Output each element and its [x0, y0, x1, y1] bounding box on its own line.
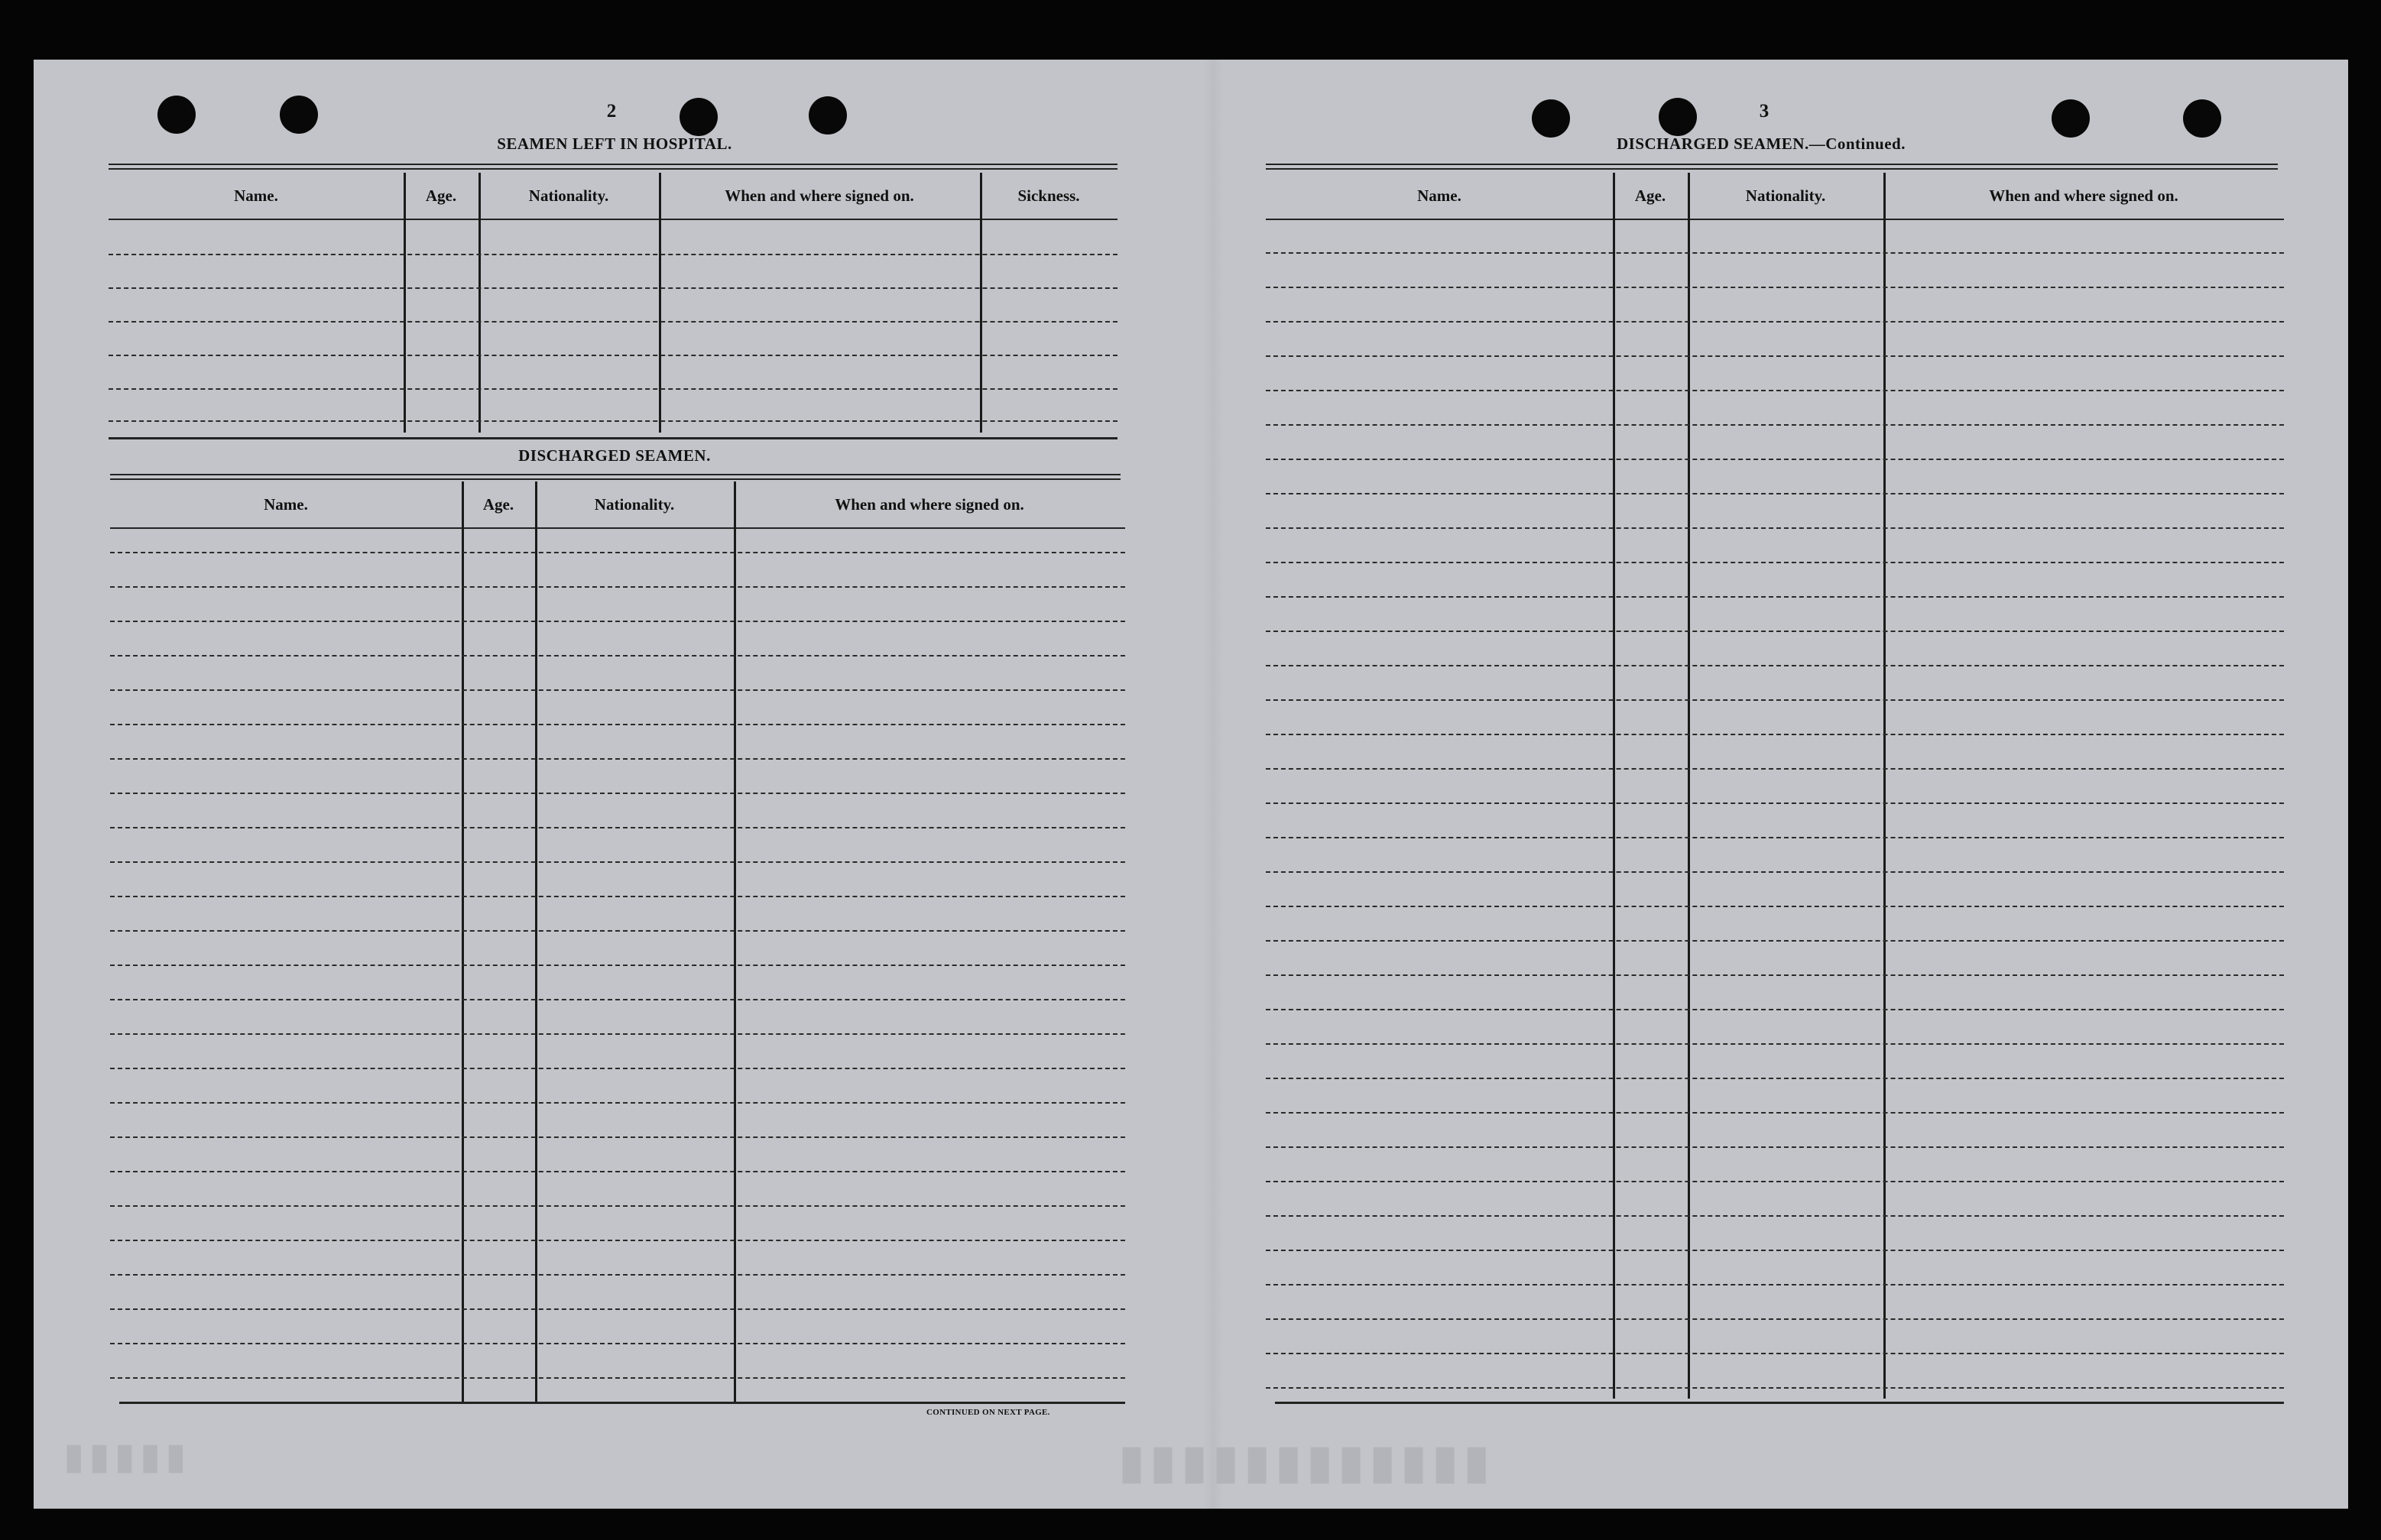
table-row: [110, 1033, 1125, 1035]
discharged-table-right: [1266, 173, 2284, 1399]
table-row: [110, 793, 1125, 794]
table-row: [1266, 1284, 2284, 1285]
column-header-signed-on: When and where signed on.: [734, 481, 1125, 529]
table-row: [1266, 562, 2284, 563]
column-header-name: Name.: [110, 481, 462, 529]
table-row: [1266, 665, 2284, 666]
table-row: [1266, 768, 2284, 770]
table-row: [109, 254, 1118, 255]
table-row: [1266, 974, 2284, 976]
table-row: [1266, 252, 2284, 254]
discharged-section-title: DISCHARGED SEAMEN.: [518, 446, 711, 465]
column-header-signed-on: When and where signed on.: [1883, 173, 2284, 220]
column-divider: [478, 173, 481, 433]
column-header-age: Age.: [1613, 173, 1688, 220]
table-row: [110, 1171, 1125, 1172]
table-row: [1266, 1078, 2284, 1079]
table-row: [1266, 734, 2284, 735]
table-row: [1266, 871, 2284, 873]
punch-hole: [680, 98, 718, 136]
double-rule: [110, 474, 1121, 480]
table-row: [110, 1377, 1125, 1379]
table-row: [110, 1274, 1125, 1276]
table-row: [1266, 837, 2284, 838]
continued-footnote: CONTINUED ON NEXT PAGE.: [926, 1408, 1050, 1417]
table-row: [1266, 1009, 2284, 1010]
table-row: [1266, 1112, 2284, 1114]
table-row: [109, 287, 1118, 289]
table-row: [110, 1205, 1125, 1207]
table-row: [109, 420, 1118, 422]
punch-hole: [157, 96, 196, 134]
punch-hole: [2183, 99, 2221, 138]
center-fold: [1203, 60, 1223, 1509]
table-row: [110, 861, 1125, 863]
section-rule: [109, 437, 1118, 439]
table-row: [1266, 631, 2284, 632]
column-divider: [462, 481, 464, 1402]
table-row: [1266, 1353, 2284, 1354]
punch-hole: [280, 96, 318, 134]
table-row: [110, 1068, 1125, 1069]
table-row: [1266, 390, 2284, 391]
table-row: [110, 689, 1125, 691]
column-header-signed-on: When and where signed on.: [659, 173, 980, 220]
table-row: [1266, 493, 2284, 494]
table-row: [110, 1240, 1125, 1241]
punch-hole: [1532, 99, 1570, 138]
column-header-sickness: Sickness.: [980, 173, 1118, 220]
table-row: [1266, 527, 2284, 529]
table-row: [110, 1343, 1125, 1344]
table-row: [110, 1102, 1125, 1104]
page-number: 2: [606, 101, 617, 122]
bleed-through-right: ▮▮▮▮▮▮▮▮▮▮▮▮: [1119, 1436, 1496, 1487]
table-row: [1266, 906, 2284, 907]
table-bottom-rule: [1275, 1402, 2284, 1404]
column-header-nationality: Nationality.: [535, 481, 734, 529]
table-row: [1266, 321, 2284, 323]
hospital-table: [109, 173, 1118, 433]
page-number: 3: [1759, 101, 1770, 122]
discharged-table-left: [110, 481, 1125, 1402]
column-header-nationality: Nationality.: [478, 173, 659, 220]
punch-hole: [2052, 99, 2090, 138]
table-row: [110, 1308, 1125, 1310]
table-row: [110, 1136, 1125, 1138]
punch-hole: [809, 96, 847, 135]
column-header-nationality: Nationality.: [1688, 173, 1883, 220]
table-row: [110, 552, 1125, 553]
table-row: [1266, 1215, 2284, 1217]
table-row: [110, 930, 1125, 932]
table-row: [110, 621, 1125, 622]
table-row: [109, 388, 1118, 390]
column-header-age: Age.: [462, 481, 535, 529]
table-row: [110, 827, 1125, 828]
table-row: [1266, 1318, 2284, 1320]
table-row: [110, 896, 1125, 897]
column-divider: [980, 173, 982, 433]
table-row: [1266, 802, 2284, 804]
column-divider: [659, 173, 661, 433]
discharged-continued-title: DISCHARGED SEAMEN.—Continued.: [1617, 135, 1906, 153]
column-header-name: Name.: [109, 173, 404, 220]
column-divider: [734, 481, 736, 1402]
punch-hole: [1659, 98, 1697, 136]
table-row: [110, 965, 1125, 966]
table-row: [1266, 287, 2284, 288]
table-row: [1266, 1387, 2284, 1389]
document-sheet: [34, 60, 2348, 1509]
column-header-age: Age.: [404, 173, 478, 220]
bleed-through-left: ▮▮▮▮▮: [64, 1436, 192, 1476]
table-row: [1266, 424, 2284, 426]
column-header-name: Name.: [1266, 173, 1613, 220]
table-row: [1266, 459, 2284, 460]
column-divider: [404, 173, 406, 433]
table-row: [1266, 1250, 2284, 1251]
table-row: [1266, 355, 2284, 357]
table-row: [1266, 1146, 2284, 1148]
table-row: [110, 655, 1125, 657]
table-row: [110, 724, 1125, 725]
table-row: [1266, 1043, 2284, 1045]
hospital-section-title: SEAMEN LEFT IN HOSPITAL.: [497, 135, 732, 153]
table-row: [1266, 596, 2284, 598]
table-row: [110, 999, 1125, 1000]
table-row: [110, 586, 1125, 588]
table-row: [109, 321, 1118, 323]
table-bottom-rule: [119, 1402, 1125, 1404]
table-row: [1266, 1181, 2284, 1182]
double-rule: [109, 164, 1118, 170]
table-row: [1266, 940, 2284, 942]
double-rule: [1266, 164, 2278, 170]
table-row: [1266, 699, 2284, 701]
table-row: [110, 758, 1125, 760]
table-row: [109, 355, 1118, 356]
column-divider: [535, 481, 537, 1402]
